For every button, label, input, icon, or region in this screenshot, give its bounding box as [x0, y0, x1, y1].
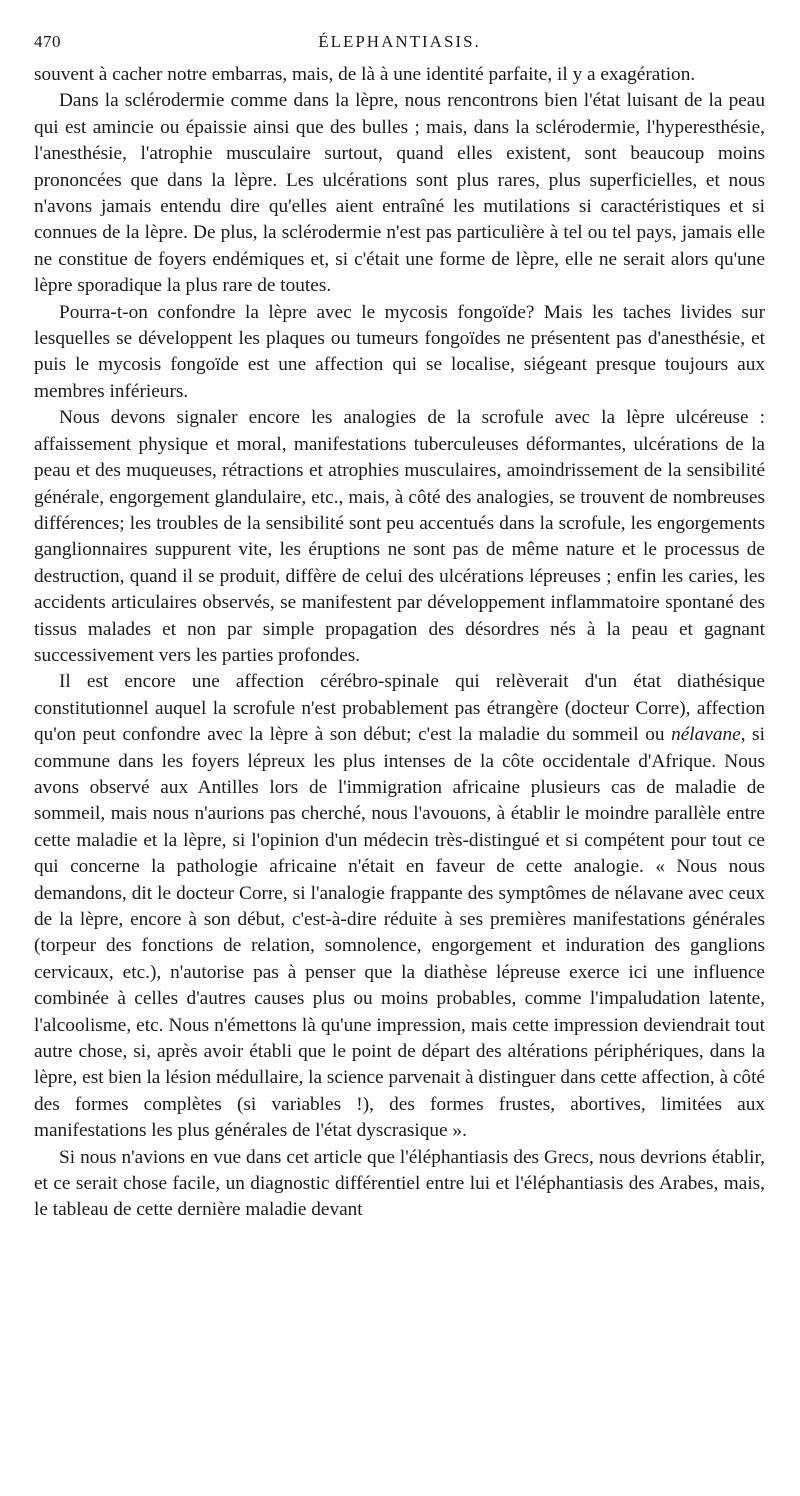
running-head — [34, 32, 765, 62]
paragraph-nelavane — [34, 669, 765, 1144]
paragraph-sclerodermie: Dans la sclérodermie comme dans la lèpre, nous rencontrons bien l'état luisant de la peau qui est amincie ou épaissie ainsi que des bulles ; mais, dans la sclérodermie, l'hyperesthésie, l'anesthésie, l'atrophie musculaire surtout, quand elles existent, sont beaucoup moins prononcées que dans la lèpre. Les ulcérations sont plus rares, plus superficielles, et nous n'avons jamais entendu dire qu'elles aient entraîné les mutilations si caractéristiques et si connues de la lèpre. De plus, la sclérodermie n'est pas particulière à tel ou tel pays, jamais elle ne constitue de foyers endémiques et, si c'était une forme de lèpre, elle ne serait alors qu'une lèpre sporadique la plus rare de toutes. — [34, 90, 765, 297]
paragraph-mycosis: Pourra-t-on confondre la lèpre avec le mycosis fongoïde? Mais les taches livides sur lesquelles se développent les plaques ou tumeurs fongoïdes ne présentent pas d'anesthésie, et puis le mycosis fongoïde est une affection qui se localise, siégeant presque toujours aux membres inférieurs. — [34, 301, 765, 402]
running-title: ÉLEPHANTIASIS. — [318, 32, 481, 51]
page-number: 470 — [34, 32, 61, 51]
body-text — [34, 62, 765, 1224]
paragraph-continuation: souvent à cacher notre embarras, mais, de là à une identité parfaite, il y a exagération. — [34, 64, 696, 85]
book-page — [34, 32, 765, 1224]
nelavane-term: nélavane — [671, 724, 741, 746]
paragraph-nelavane-part-2: , si commune dans les foyers lépreux les plus intenses de la côte occidentale d'Afrique. Nous avons observé aux Antilles lors de l'immigration africaine plusieurs cas de maladie de sommeil, mais nous n'aurions pas cherché, nous l'avouons, à établir le moindre parallèle entre cette maladie et la lèpre, si l'opinion d'un médecin très-distingué et si compétent pour tout ce qui concerne la pathologie africaine n'était en faveur de cette analogie. « Nous nous demandons, dit le docteur Corre, si l'analogie frappante des symptômes de nélavane avec ceux de la lèpre, encore à son début, c'est-à-dire réduite à ses premières manifestations générales (torpeur des fonctions de relation, somnolence, engorgement et induration des ganglions cervicaux, etc.), n'autorise pas à penser que la diathèse lépreuse exerce ici une influence combinée à celles d'autres causes plus ou moins probables, comme l'impaludation latente, l'alcoolisme, etc. Nous n'émettons là qu'une impression, mais cette impression deviendrait tout autre chose, si, après avoir établi que le point de départ des altérations périphériques, dans la lèpre, est bien la lésion médullaire, la science parvenait à distinguer dans cette affection, à côté des formes complètes (si variables !), des formes frustes, abortives, limitées aux manifestations les plus générales de l'état dyscrasique ». — [34, 724, 765, 1142]
paragraph-nelavane-part-1: Il est encore une affection cérébro-spinale qui relèverait d'un état diathésique constitutionnel auquel la scrofule n'est probablement pas étrangère (docteur Corre), affection qu'on peut confondre avec la lèpre à son début; c'est la maladie du sommeil ou — [34, 671, 765, 746]
paragraph-elephantiasis-grecs: Si nous n'avions en vue dans cet article que l'éléphantiasis des Grecs, nous devrions établir, et ce serait chose facile, un diagnostic différentiel entre lui et l'éléphantiasis des Arabes, mais, le tableau de cette dernière maladie devant — [34, 1146, 765, 1221]
paragraph-scrofule: Nous devons signaler encore les analogies de la scrofule avec la lèpre ulcéreuse : affaissement physique et moral, manifestations tuberculeuses déformantes, ulcérations de la peau et des muqueuses, rétractions et atrophies musculaires, amoindrissement de la sensibilité générale, engorgement glandulaire, etc., mais, à côté des analogies, se trouvent de nombreuses différences; les troubles de la sensibilité sont peu accentués dans la scrofule, les engorgements ganglionnaires suppurent vite, les éruptions ne sont pas de même nature et le processus de destruction, quand il se produit, diffère de celui des ulcérations lépreuses ; enfin les caries, les accidents articulaires observés, se manifestent par développement inflammatoire spontané des tissus malades et non par simple propagation des désordres nés à la peau et gagnant successivement vers les parties profondes. — [34, 407, 765, 666]
